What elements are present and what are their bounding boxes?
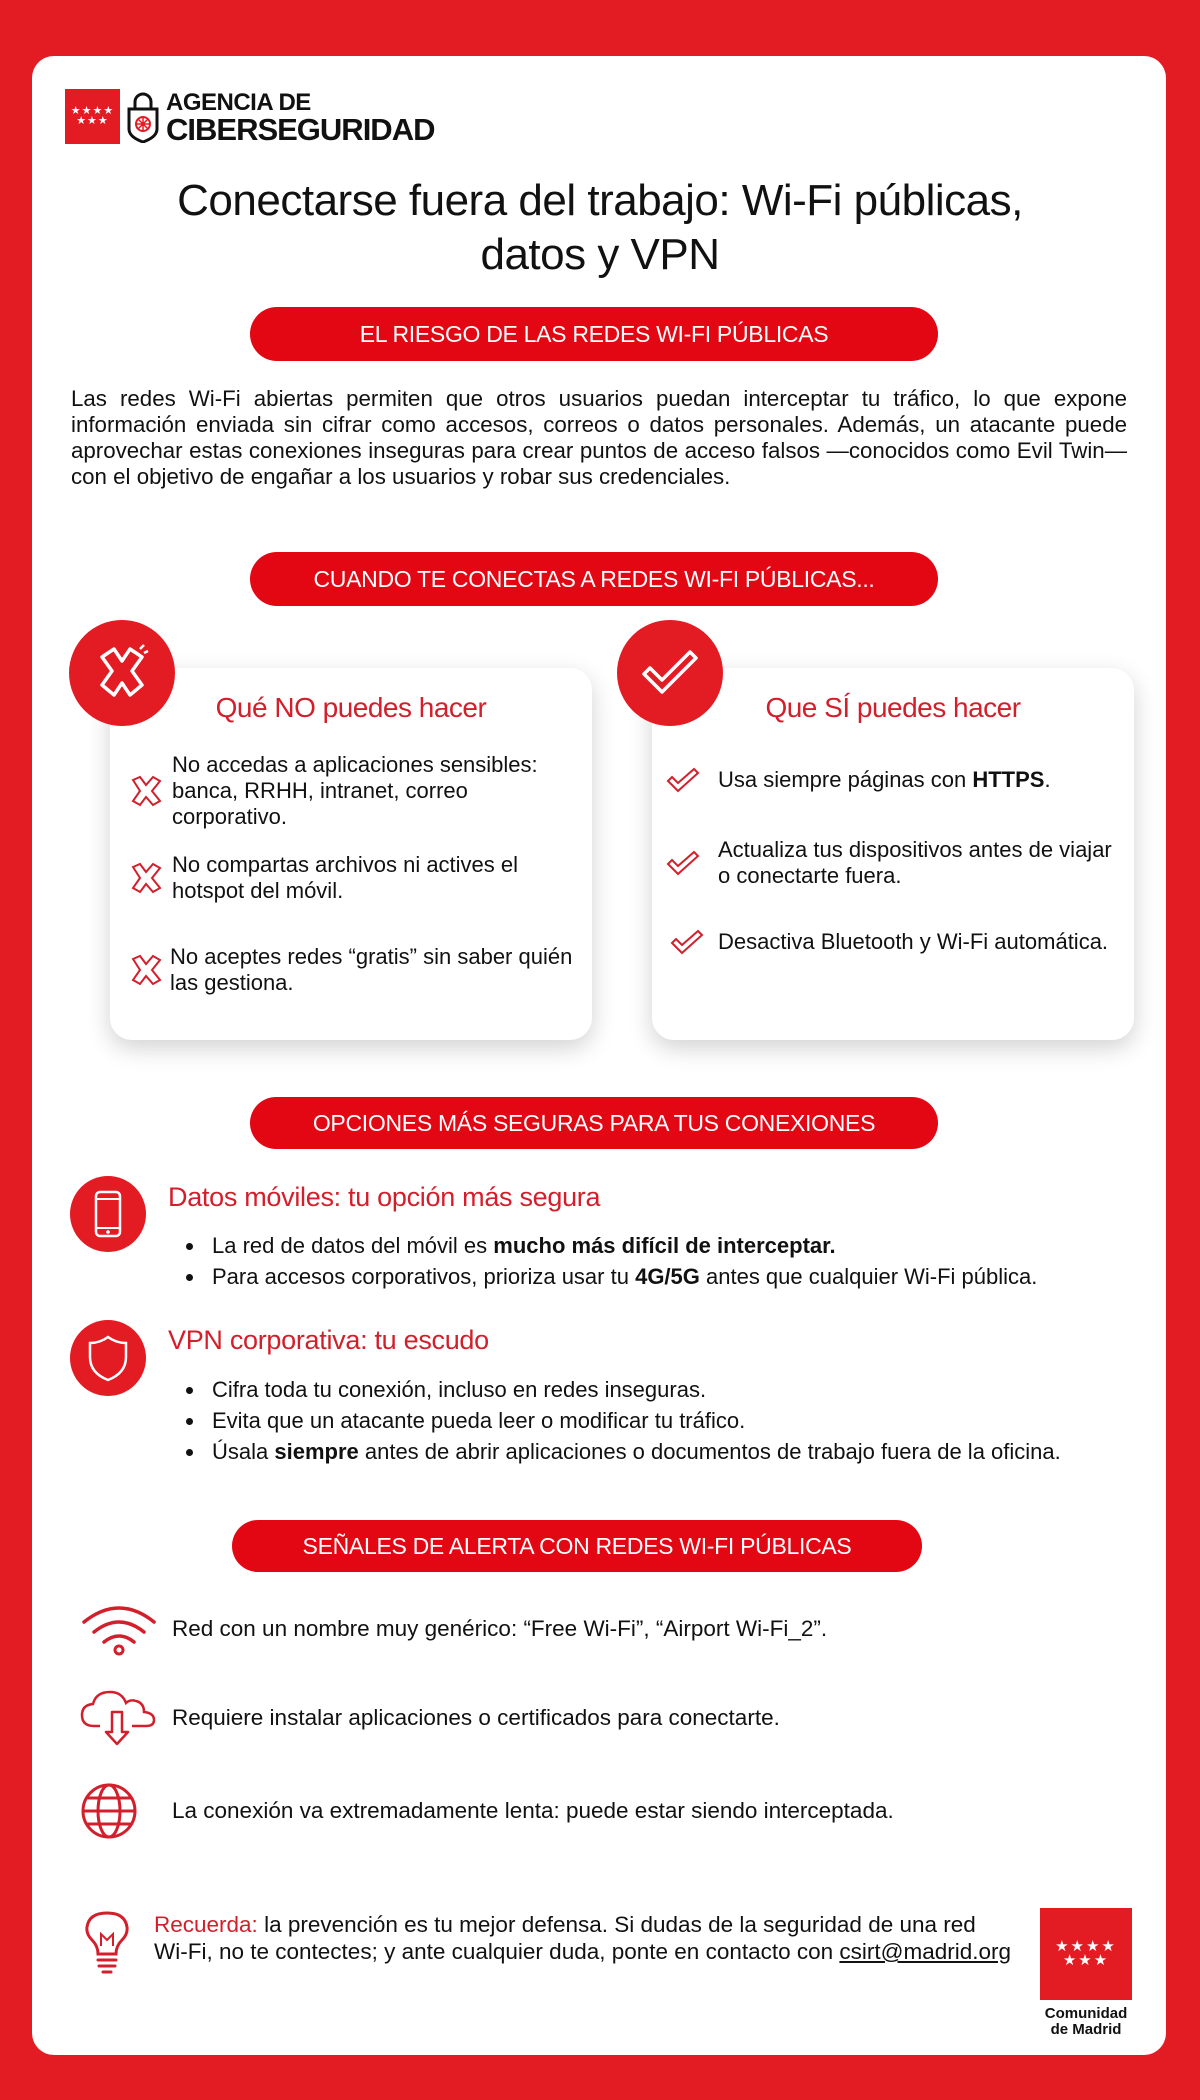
madrid-stars-icon: ★★★★ ★★★ <box>1040 1908 1132 2000</box>
alert-item <box>76 1600 827 1658</box>
phone-icon <box>93 1189 123 1239</box>
dont-item-text: No aceptes redes “gratis” sin saber quién las gestiona. <box>170 944 573 995</box>
mobile-bullets <box>182 1230 1142 1292</box>
vpn-badge <box>70 1320 146 1396</box>
bullet-item: Cifra toda tu conexión, incluso en redes inseguras. <box>182 1374 1142 1405</box>
risk-body: Las redes Wi-Fi abiertas permiten que otros usuarios puedan interceptar tu tráfico, lo que expone información enviada sin cifrar como accesos, correos o datos personales. Además, un atacante puede aprovechar estas conexiones inseguras para crear puntos de acceso falsos —conocidos como Evil Twin— con el objetivo de engañar a los usuarios y robar sus credenciales. <box>71 386 1127 489</box>
cloud-download-icon <box>76 1686 162 1750</box>
dont-title: Qué NO puedes hacer <box>215 692 487 723</box>
lock-shield-icon <box>126 89 160 143</box>
bullet-item: Evita que un atacante pueda leer o modificar tu tráfico. <box>182 1405 1142 1436</box>
globe-icon <box>76 1782 162 1840</box>
check-icon <box>638 648 702 698</box>
dont-item-text: No accedas a aplicaciones sensibles: banca, RRHH, intranet, correo corporativo. <box>172 752 538 829</box>
remember-text: la prevención es tu mejor defensa. Si dudas de la seguridad de una red Wi-Fi, no te contectes; y ante cualquier duda, ponte en contacto con <box>154 1912 976 1964</box>
alert-text: Red con un nombre muy genérico: “Free Wi-Fi”, “Airport Wi-Fi_2”. <box>172 1616 828 1641</box>
contact-email-link[interactable]: csirt@madrid.org <box>839 1939 1012 1964</box>
remember-label: Recuerda: <box>154 1912 258 1937</box>
title-line-1: Conectarse fuera del trabajo: Wi-Fi públicas, <box>177 176 1023 225</box>
do-title: Que SÍ puedes hacer <box>765 692 1021 723</box>
options-heading: OPCIONES MÁS SEGURAS PARA TUS CONEXIONES <box>250 1097 938 1149</box>
mobile-badge <box>70 1176 146 1252</box>
risk-heading: EL RIESGO DE LAS REDES WI-FI PÚBLICAS <box>250 307 938 361</box>
lightbulb-icon <box>84 1910 130 1976</box>
vpn-bullets <box>182 1374 1142 1467</box>
logo-line-1: AGENCIA DE <box>166 89 311 116</box>
do-item-text: Usa siempre páginas con HTTPS. <box>718 767 1051 792</box>
small-cross-icon <box>128 861 166 895</box>
do-item <box>668 928 1124 956</box>
dont-item <box>128 852 578 904</box>
alert-text: Requiere instalar aplicaciones o certificados para conectarte. <box>172 1705 780 1730</box>
comunidad-madrid-logo <box>1040 1908 1132 2038</box>
page-title <box>100 174 1100 282</box>
bullet-item: Para accesos corporativos, prioriza usar tu 4G/5G antes que cualquier Wi-Fi pública. <box>182 1261 1142 1292</box>
madrid-flag-icon: ★★★★ ★★★ <box>65 89 120 144</box>
alerts-heading: SEÑALES DE ALERTA CON REDES WI-FI PÚBLICAS <box>232 1520 922 1572</box>
dont-item <box>128 944 578 996</box>
small-check-icon <box>664 849 702 877</box>
mobile-title: Datos móviles: tu opción más segura <box>168 1182 601 1212</box>
wifi-icon <box>76 1600 162 1658</box>
org-line-1: Comunidad <box>1044 2005 1128 2022</box>
connect-heading: CUANDO TE CONECTAS A REDES WI-FI PÚBLICAS... <box>250 552 938 606</box>
do-item-text: Actualiza tus dispositivos antes de viajar o conectarte fuera. <box>718 837 1112 888</box>
alert-text: La conexión va extremadamente lenta: puede estar siendo interceptada. <box>172 1798 894 1823</box>
small-cross-icon <box>128 774 166 808</box>
dont-item-text: No compartas archivos ni actives el hotspot del móvil. <box>172 852 519 903</box>
do-item <box>664 837 1124 889</box>
org-line-2: de Madrid <box>1050 2021 1122 2038</box>
bullet-item: La red de datos del móvil es mucho más difícil de interceptar. <box>182 1230 1142 1261</box>
remember-note <box>154 1911 1014 1965</box>
logo-line-2: CIBERSEGURIDAD <box>166 112 435 147</box>
alert-item <box>76 1782 894 1840</box>
agency-logo <box>65 88 435 147</box>
small-check-icon <box>664 766 702 794</box>
alert-item <box>76 1686 780 1750</box>
do-item <box>664 766 1124 794</box>
title-line-2: datos y VPN <box>480 230 720 279</box>
vpn-title: VPN corporativa: tu escudo <box>168 1325 489 1355</box>
do-item-text: Desactiva Bluetooth y Wi-Fi automática. <box>718 929 1109 954</box>
bullet-item: Úsala siempre antes de abrir aplicaciones o documentos de trabajo fuera de la oficina. <box>182 1436 1142 1467</box>
small-check-icon <box>668 928 706 956</box>
dont-item <box>128 752 578 830</box>
small-cross-icon <box>128 953 166 987</box>
shield-icon <box>86 1333 130 1383</box>
